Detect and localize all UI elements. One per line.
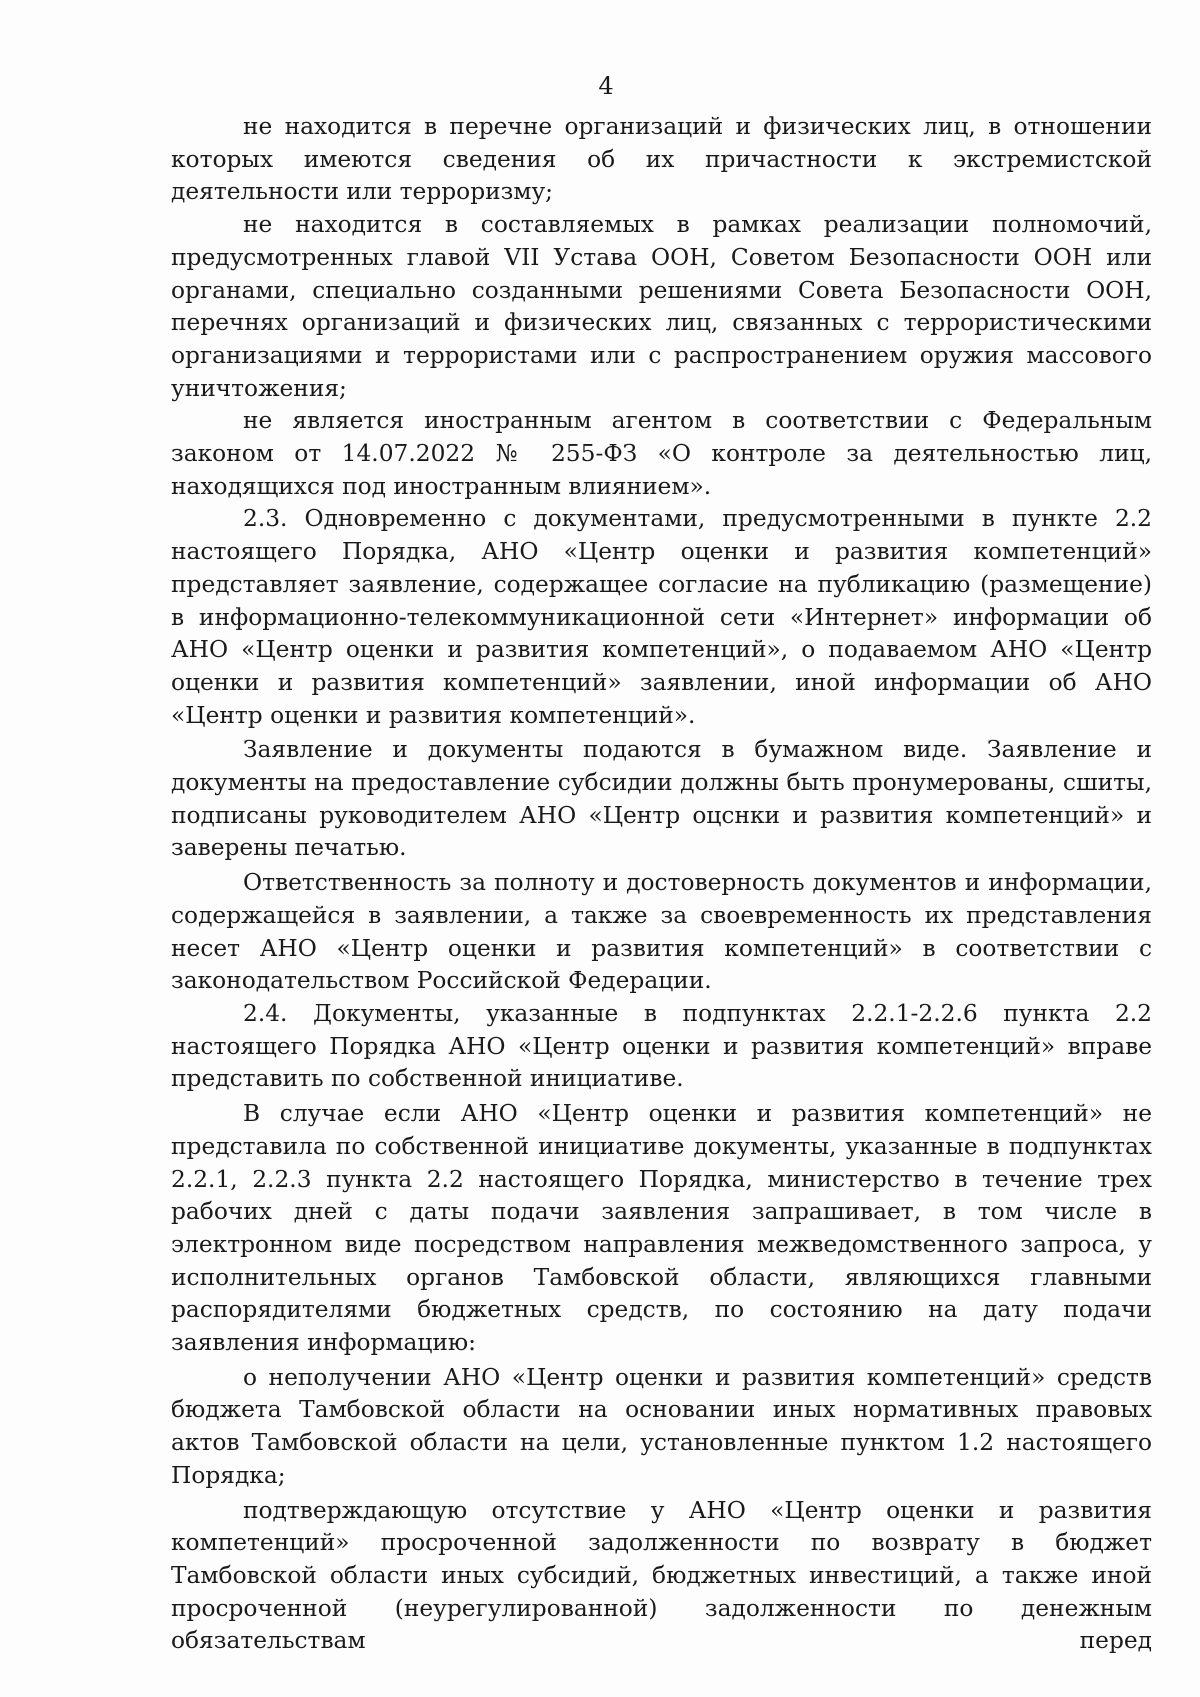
paragraph-not-in-un-lists: не находится в составляемых в рамках реализации полномочий, предусмотренных главой VII Устава ООН, Советом Безопасности ООН или органами, специально созданными решениями Совета Безопасности ООН, перечнях организаций и физических лиц, связанных с террористическими организациями и террористами или с распространением оружия массового уничтожения; bbox=[171, 211, 1152, 402]
document-body bbox=[171, 111, 1152, 1658]
paragraph-not-foreign-agent: не является иностранным агентом в соответствии с Федеральным законом от 14.07.2022 № 255-ФЗ «О контроле за деятельностью лиц, находящихся под иностранным влиянием». bbox=[171, 407, 1152, 500]
paragraph-not-in-extremist-list: не находится в перечне организаций и физических лиц, в отношении которых имеются сведения об их причастности к экстремистской деятельности или терроризму; bbox=[171, 113, 1152, 206]
paragraph-paper-form: Заявление и документы подаются в бумажном виде. Заявление и документы на предоставление субсидии должны быть пронумерованы, сшиты, подписаны руководителем АНО «Центр оцснки и развития компетенций» и заверены печатью. bbox=[171, 736, 1152, 862]
paragraph-2-4: 2.4. Документы, указанные в подпунктах 2.2.1-2.2.6 пункта 2.2 настоящего Порядка АНО «Центр оценки и развития компетенций» вправе представить по собственной инициативе. bbox=[171, 999, 1152, 1093]
paragraph-responsibility: Ответственность за полноту и достоверность документов и информации, содержащейся в заявлении, а также за своевременность их представления несет АНО «Центр оценки и развития компетенций» в соответствии с законодательством Российской Федерации. bbox=[171, 869, 1152, 995]
paragraph-no-overdue-debt: подтверждающую отсутствие у АНО «Центр оценки и развития компетенций» просроченной задолженности по возврату в бюджет Тамбовской области иных субсидий, бюджетных инвестиций, а также иной просроченной (неурегулированной) задолженности по денежным обязательствам перед bbox=[171, 1496, 1152, 1655]
page-number: 4 bbox=[598, 72, 614, 100]
paragraph-2-3: 2.3. Одновременно с документами, предусмотренными в пункте 2.2 настоящего Порядка, АНО «Центр оценки и развития компетенций» представляет заявление, содержащее согласие на публикацию (размещение) в информационно-телекоммуникационной сети «Интернет» информации об АНО «Центр оценки и развития компетенций», о подаваемом АНО «Центр оценки и развития компетенций» заявлении, иной информации об АНО «Центр оценки и развития компетенций». bbox=[171, 505, 1152, 729]
paragraph-interagency-request: В случае если АНО «Центр оценки и развития компетенций» не представила по собственной инициативе документы, указанные в подпунктах 2.2.1, 2.2.3 пункта 2.2 настоящего Порядка, министерство в течение трех рабочих дней с даты подачи заявления запрашивает, в том числе в электронном виде посредством направления межведомственного запроса, у исполнительных органов Тамбовской области, являющихся главными распорядителями бюджетных средств, по состоянию на дату подачи заявления информацию: bbox=[171, 1100, 1152, 1357]
paragraph-non-receipt: о неполучении АНО «Центр оценки и развития компетенций» средств бюджета Тамбовской области на основании иных нормативных правовых актов Тамбовской области на цели, установленные пунктом 1.2 настоящего Порядка; bbox=[171, 1363, 1152, 1489]
